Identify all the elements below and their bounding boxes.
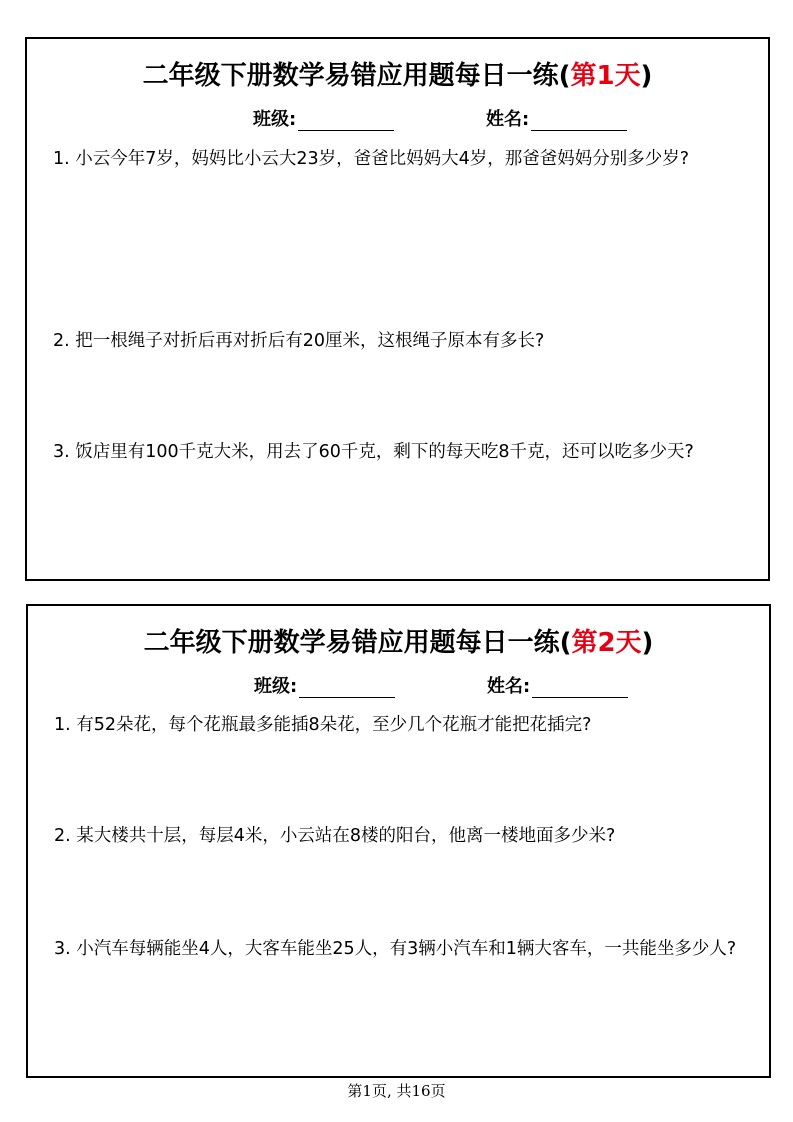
title-close-paren: )	[641, 628, 654, 658]
question-3: 3. 饭店里有100千克大米，用去了60千克，剩下的每天吃8千克，还可以吃多少天?	[53, 442, 694, 462]
question-2: 2. 把一根绳子对折后再对折后有20厘米，这根绳子原本有多长?	[53, 331, 545, 351]
class-field	[254, 672, 395, 698]
question-1: 1. 小云今年7岁，妈妈比小云大23岁，爸爸比妈妈大4岁，那爸爸妈妈分别多少岁?	[53, 149, 690, 169]
question-2: 2. 某大楼共十层，每层4米，小云站在8楼的阳台，他离一楼地面多少米?	[54, 826, 616, 846]
student-info-row	[28, 672, 769, 698]
daily-practice-box-day-2	[26, 604, 771, 1078]
class-label: 班级:	[253, 109, 297, 130]
name-blank-line[interactable]	[532, 677, 628, 698]
name-field	[487, 672, 628, 698]
title-text: 二年级下册数学易错应用题每日一练(	[143, 628, 572, 658]
box-title	[28, 622, 769, 659]
daily-practice-box-day-1	[25, 37, 770, 581]
question-3: 3. 小汽车每辆能坐4人，大客车能坐25人，有3辆小汽车和1辆大客车，一共能坐多少人?	[54, 939, 737, 959]
title-close-paren: )	[640, 61, 653, 91]
name-field	[486, 105, 627, 131]
class-label: 班级:	[254, 676, 298, 697]
name-blank-line[interactable]	[531, 110, 627, 131]
title-text: 二年级下册数学易错应用题每日一练(	[142, 61, 571, 91]
day-label: 第2天	[571, 628, 642, 658]
page-footer: 第1页, 共16页	[347, 1082, 446, 1100]
name-label: 姓名:	[486, 109, 530, 130]
name-label: 姓名:	[487, 676, 531, 697]
box-title	[27, 55, 768, 92]
class-field	[253, 105, 394, 131]
student-info-row	[27, 105, 768, 131]
question-1: 1. 有52朵花，每个花瓶最多能插8朵花，至少几个花瓶才能把花插完?	[54, 715, 592, 735]
class-blank-line[interactable]	[298, 110, 394, 131]
day-label: 第1天	[570, 61, 641, 91]
class-blank-line[interactable]	[299, 677, 395, 698]
